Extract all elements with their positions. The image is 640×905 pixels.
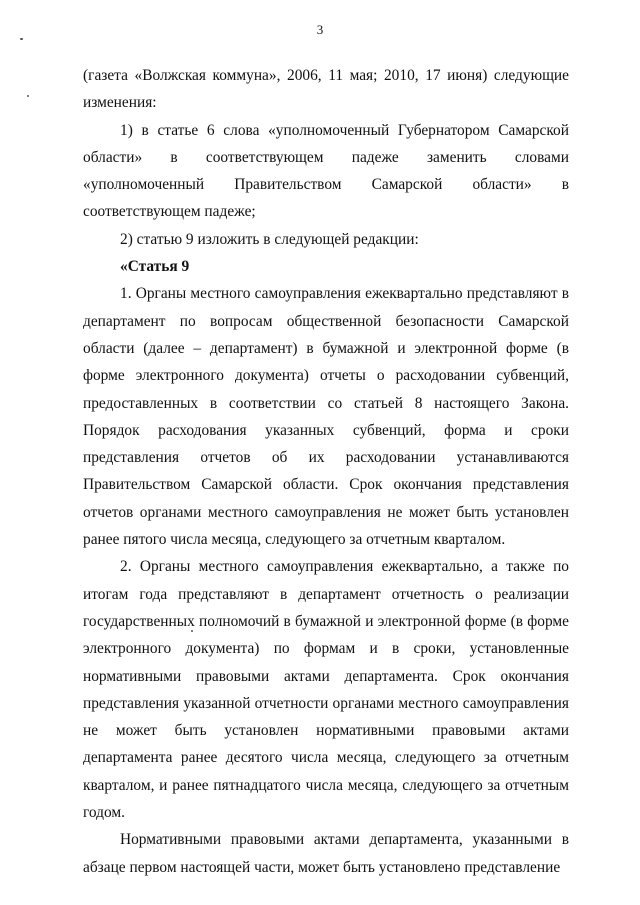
paragraph-amendment-2: 2) статью 9 изложить в следующей редакции:: [120, 230, 419, 248]
document-body: [83, 62, 569, 881]
scan-speck: [20, 38, 23, 40]
paragraph-article-part-2: 2. Органы местного самоуправления ежеквартально, а также по итогам года представляют в департамент отчетность о реализации государственных полномочий в бумажной и электронной форме (в форме электронного документа) по формам и в сроки, установленные нормативными правовыми актами департамента. Срок окончания представления указанной отчетности органами местного самоуправления не может быть установлен нормативными правовыми актами департамента ранее десятого числа месяца, следующего за отчетным кварталом, и ранее пятнадцатого числа месяца, следующего за отчетным годом.: [83, 558, 569, 822]
paragraph-article-part-1: 1. Органы местного самоуправления ежеквартально представляют в департамент по вопросам общественной безопасности Самарской области (далее – департамент) в бумажной и электронной форме (в форме электронного документа) отчеты о расходовании субвенций, предоставленных в соответствии со статьей 8 настоящего Закона. Порядок расходования указанных субвенций, форма и сроки представления отчетов об их расходовании устанавливаются Правительством Самарской области. Срок окончания представления отчетов органами местного самоуправления не может быть установлен ранее пятого числа месяца, следующего за отчетным кварталом.: [83, 285, 569, 549]
scan-speck: [27, 95, 29, 97]
paragraph-article-part-2-continued: Нормативными правовыми актами департамента, указанными в абзаце первом настоящей части, может быть установлено представление: [83, 831, 569, 876]
page-number: 3: [316, 22, 324, 37]
article-heading: «Статья 9: [120, 258, 190, 276]
paragraph-amendment-1: 1) в статье 6 слова «уполномоченный Губернатором Самарской области» в соответствующем падеже заменить словами «уполномоченный Правительством Самарской области» в соответствующем падеже;: [83, 121, 569, 221]
paragraph-continuation: (газета «Волжская коммуна», 2006, 11 мая; 2010, 17 июня) следующие изменения:: [83, 67, 569, 112]
